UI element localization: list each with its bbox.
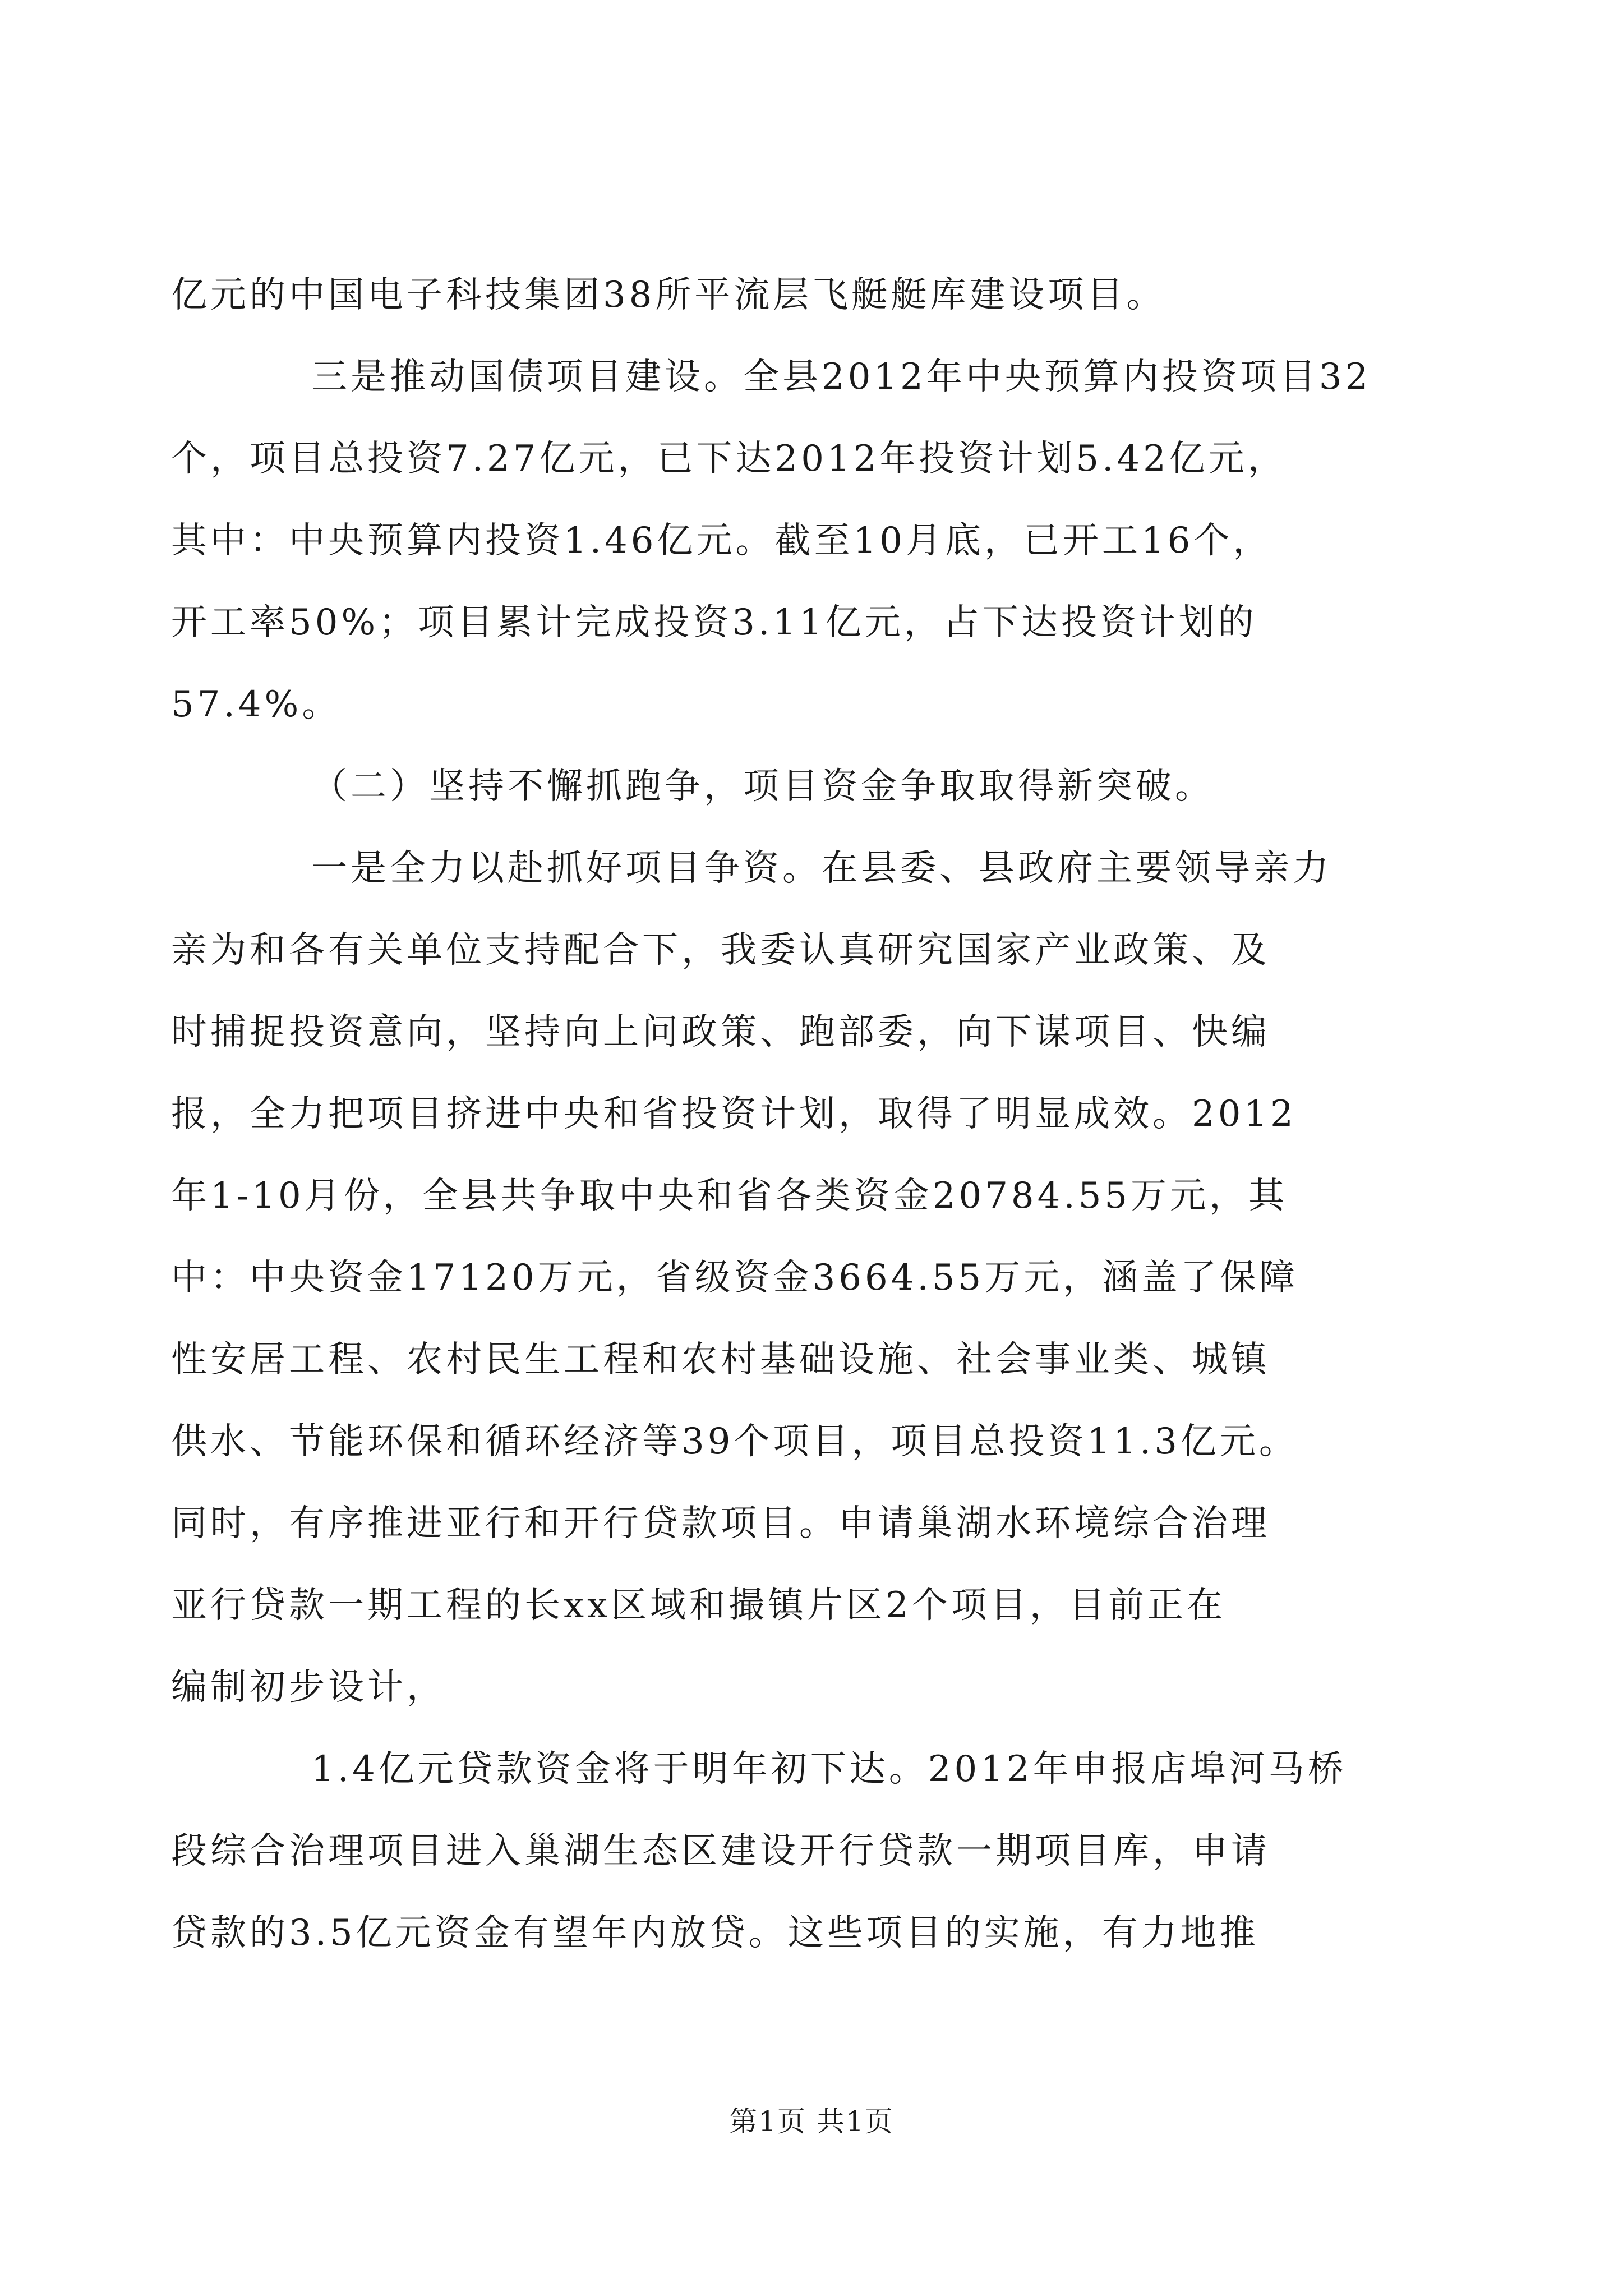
text-line: 亚行贷款一期工程的长xx区域和撮镇片区2个项目，目前正在: [171, 1585, 1226, 1626]
text-line: 中：中央资金17120万元，省级资金3664.55万元，涵盖了保障: [171, 1257, 1299, 1299]
text-line: 同时，有序推进亚行和开行贷款项目。申请巢湖水环境综合治理: [171, 1503, 1270, 1544]
text-line: 1.4亿元贷款资金将于明年初下达。2012年申报店埠河马桥: [311, 1749, 1347, 1790]
text-line: 其中：中央预算内投资1.46亿元。截至10月底，已开工16个，: [171, 520, 1272, 562]
text-line: 段综合治理项目进入巢湖生态区建设开行贷款一期项目库，申请: [171, 1830, 1270, 1872]
section-heading: （二）坚持不懈抓跑争，项目资金争取取得新突破。: [311, 766, 1214, 807]
page-number-footer: 第1页 共1页: [729, 2105, 894, 2138]
text-line: 开工率50%；项目累计完成投资3.11亿元，占下达投资计划的: [171, 602, 1257, 643]
text-line: 三是推动国债项目建设。全县2012年中央预算内投资项目32: [311, 356, 1372, 398]
text-line: 一是全力以赴抓好项目争资。在县委、县政府主要领导亲力: [311, 848, 1332, 889]
text-line: 亲为和各有关单位支持配合下，我委认真研究国家产业政策、及: [171, 930, 1270, 971]
text-line: 57.4%。: [171, 684, 342, 725]
text-line: 贷款的3.5亿元资金有望年内放贷。这些项目的实施，有力地推: [171, 1912, 1259, 1954]
text-line: 时捕捉投资意向，坚持向上问政策、跑部委，向下谋项目、快编: [171, 1011, 1270, 1053]
text-line: 亿元的中国电子科技集团38所平流层飞艇艇库建设项目。: [171, 274, 1166, 316]
text-line: 年1-10月份，全县共争取中央和省各类资金20784.55万元，其: [171, 1175, 1288, 1217]
text-line: 性安居工程、农村民生工程和农村基础设施、社会事业类、城镇: [171, 1339, 1270, 1381]
text-line: 个，项目总投资7.27亿元，已下达2012年投资计划5.42亿元，: [171, 438, 1287, 480]
text-line: 编制初步设计，: [171, 1667, 446, 1708]
text-line: 供水、节能环保和循环经济等39个项目，项目总投资11.3亿元。: [171, 1421, 1298, 1462]
text-line: 报，全力把项目挤进中央和省投资计划，取得了明显成效。2012: [171, 1093, 1297, 1135]
